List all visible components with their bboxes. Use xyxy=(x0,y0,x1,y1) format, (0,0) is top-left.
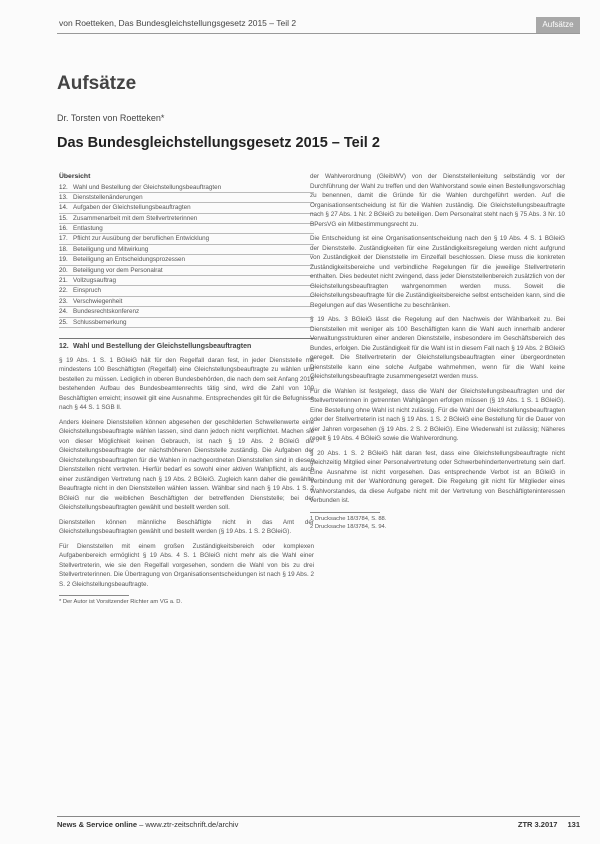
table-of-contents xyxy=(59,183,314,328)
body-paragraph: Dienststellen können männliche Beschäftigte nicht in das Amt der Gleichstellungsbeauftragten gewählt und bestellt werden (§ 19 Abs. 1 S. 2 BGleiG). xyxy=(59,518,314,536)
toc-item xyxy=(59,297,314,307)
toc-item-title: Zusammenarbeit mit dem Stellvertreterinnen xyxy=(73,214,198,222)
body-paragraph: § 19 Abs. 1 S. 1 BGleiG hält für den Regelfall daran fest, in jeder Dienststelle mit mindestens 100 Beschäftigten (Regelfall) eine Gleichstellungsbeauftragte zu wählen und bestellen zu müssen. Lediglich in oberen Bundesbehörden, die nach dem seit Anfang 2016 bestehenden Aufbau des Bundesbeamtenrechts tätig sind, wird die Zahl von 100 Beschäftigten erreicht; insoweit gilt eine Ausnahme. Entsprechendes gilt für die Befugnisse nach § 44 S. 1 SGB II. xyxy=(59,356,314,412)
toc-item xyxy=(59,245,314,255)
toc-item-title: Pflicht zur Ausübung der beruflichen Entwicklung xyxy=(73,235,210,243)
body-paragraph: § 20 Abs. 1 S. 2 BGleiG hält daran fest, dass eine Gleichstellungsbeauftragte nicht gleichzeitig Mitglied einer Personalvertretung oder Schwerbehindertenvertretung sein darf. Eine Ausnahme ist nicht vorgesehen. Das entsprechende Verbot ist an BGleiG in Verbindung mit der Wahlordnung geregelt. Die Regelung gilt nicht für Mitglieder eines Wahlvorstandes, da diese Aufgabe nicht mit der Vertretung von Beschäftigteninteressen verbunden ist. xyxy=(310,449,565,504)
toc-item-number: 12. xyxy=(59,183,68,191)
toc-item-title: Vollzugsauftrag xyxy=(73,277,117,285)
toc-item xyxy=(59,318,314,328)
toc-item-number: 20. xyxy=(59,266,68,274)
body-paragraph: Die Entscheidung ist eine Organisationsentscheidung nach den § 19 Abs. 4 S. 1 BGleiG der Dienststelle. Zuständigkeiten für eine Zuständigkeitsregelung werden nicht aufgrund von Zuständigkeit der Dienststelle im Einzelfall beschlossen. Diese muss die konkreten Zuständigkeitsbereiche und verbindliche Regelungen für die jeweilige Stellvertreterin enthalten. Dies bedeutet nicht zwingend, dass jeder Dienststellenbereich zusätzlich von der Gleichstellungsbeauftragten wahrgenommen werden muss. Soweit die Gleichstellungsbeauftragte für die Zuständigkeitsbereiche selbst entscheiden kann, sind die Regelungen auf das Wesentliche zu beschränken. xyxy=(310,235,565,309)
running-title: von Roetteken, Das Bundesgleichstellungsgesetz 2015 – Teil 2 xyxy=(59,18,297,28)
toc-item xyxy=(59,307,314,317)
section-tab: Aufsätze xyxy=(536,17,580,33)
footer-issue-page xyxy=(508,820,580,829)
right-column xyxy=(310,172,565,531)
body-paragraph: Für Dienststellen mit einem großen Zuständigkeitsbereich oder komplexen Aufgabenbereich ermöglicht § 19 Abs. 4 S. 1 BGleiG nicht mehr als die Wahl einer Stellvertreterin, wie sie den Regelfall vorgesehen, sondern die Wahl von bis zu drei Stellvertreterinnen. Die Übertragung von Organisationsentscheidungen ist nach § 19 Abs. 2 S. 2 Gleichstellungsbeauftragte. xyxy=(59,542,314,588)
toc-item-number: 25. xyxy=(59,318,68,326)
section-heading-text: Wahl und Bestellung der Gleichstellungsbeauftragten xyxy=(73,342,252,350)
footer-website xyxy=(57,820,238,829)
footer-url: – www.ztr-zeitschrift.de/archiv xyxy=(137,820,239,829)
toc-item-title: Dienststellenänderungen xyxy=(73,193,143,201)
toc-item-title: Beteiligung an Entscheidungsprozessen xyxy=(73,256,186,264)
toc-item-number: 18. xyxy=(59,245,68,253)
toc-item-number: 17. xyxy=(59,235,68,243)
toc-item xyxy=(59,203,314,213)
toc-item-number: 13. xyxy=(59,193,68,201)
footnote-divider xyxy=(310,512,380,513)
toc-item xyxy=(59,266,314,276)
body-paragraph: § 19 Abs. 3 BGleiG lässt die Regelung auf den Nachweis der Wählbarkeit zu. Bei Dienststellen mit weniger als 100 Beschäftigten kann die Wahl auch innerhalb anderer Verwaltungsstrukturen einer anderen Dienststelle, insbesondere im Geschäftsbereich des Bundes, erfolgen. Die Zuständigkeit für die Wahl ist in diesem Fall nach § 19 Abs. 2 BGleiG geregelt. Die Stellvertreterin der Gleichstellungsbeauftragten einer übergeordneten Dienststelle kann eine solche Aufgabe wahrnehmen, wenn für die Wahl keine Gleichstellungsbeauftragte zusammengesetzt werden muss. xyxy=(310,316,565,380)
toc-item-title: Aufgaben der Gleichstellungsbeauftragten xyxy=(73,204,191,212)
article-title: Das Bundesgleichstellungsgesetz 2015 – Teil 2 xyxy=(57,135,380,151)
toc-item xyxy=(59,234,314,244)
toc-item-number: 16. xyxy=(59,225,68,233)
footer-brand: News & Service online xyxy=(57,820,138,829)
toc-item xyxy=(59,183,314,193)
toc-item xyxy=(59,224,314,234)
body-paragraph: Anders kleinere Dienststellen können abgesehen der geschilderten Schwellenwerte eine Gleichstellungsbeauftragte wählen lassen, sind dann jedoch nicht verpflichtet. Machen sie von dieser Möglichkeit keinen Gebrauch, ist nach § 19 Abs. 2 BGleiG die Gleichstellungsbeauftragte der nächsthöheren Dienststelle zuständig. Die Aufgaben der Gleichstellungsbeauftragten für die Wahlen in nachgeordneten Dienststellen sind in diesen Dienststellen nicht vertreten. Hierfür bedarf es sowohl einer aktiven Wahlpflicht, als auch einer zuständigen Vertretung nach § 19 Abs. 2 BGleiG. Zugleich kann daher die gewählte Beauftragte nicht in den Dienststellen wählen lassen. Wählbar sind nach § 19 Abs. 1 S. 2 BGleiG nur die weiblichen Beschäftigten der betreffenden Dienststelle; bei der Gleichstellungsbeauftragten gewählt und bestellt werden soll. xyxy=(59,418,314,512)
toc-item-title: Beteiligung und Mitwirkung xyxy=(73,245,149,253)
toc-item-number: 22. xyxy=(59,287,68,295)
toc-item-title: Einspruch xyxy=(73,287,102,295)
toc-item-number: 24. xyxy=(59,308,68,316)
toc-item xyxy=(59,286,314,296)
toc-item-title: Beteiligung vor dem Personalrat xyxy=(73,266,163,274)
toc-item-title: Wahl und Bestellung der Gleichstellungsbeauftragten xyxy=(73,183,222,191)
issue-label: ZTR 3.2017 xyxy=(517,820,558,829)
left-column xyxy=(59,172,314,606)
toc-item-title: Schlussbemerkung xyxy=(73,318,127,326)
page-number: 131 xyxy=(567,820,580,829)
toc-item-number: 15. xyxy=(59,214,68,222)
page-footer xyxy=(57,816,580,832)
toc-item xyxy=(59,214,314,224)
toc-heading: Übersicht xyxy=(59,173,91,180)
running-header xyxy=(57,17,580,34)
toc-item xyxy=(59,255,314,265)
toc-item-number: 14. xyxy=(59,204,68,212)
toc-item-title: Bundesrechtskonferenz xyxy=(73,308,140,316)
footnote: 2 Drucksache 18/3784, S. 94. xyxy=(310,523,387,530)
section-title: Aufsätze xyxy=(57,73,137,94)
toc-item-number: 21. xyxy=(59,277,68,285)
toc-item xyxy=(59,193,314,203)
toc-item xyxy=(59,276,314,286)
body-paragraph: der Wahlverordnung (GleibWV) von der Dienststellenleitung selbständig vor der Durchführung der Wahl zu treffen und den Wahlvorstand sowie einen Bestellungsvorschlag zu benennen, damit die Gründe für die Wahlen durchgeführt werden. Auf die Organisationsentscheidung ist für die Wahlen zuständig. Die Gleichstellungsbeauftragte nach § 27 Abs. 1 Nr. 2 BGleiG zu beteiligen. Dem Personalrat steht nach § 75 Abs. 3 Nr. 10 BPersVG ein Mitbestimmungsrecht zu. xyxy=(310,173,565,228)
body-paragraph: Für die Wahlen ist festgelegt, dass die Wahl der Gleichstellungsbeauftragten und der Stellvertreterinnen in getrennten Wahlgängen erfolgen müssen (§ 19 Abs. 1 S. 1 BGleiG). Eine Bestellung ohne Wahl ist nicht zulässig. Für die Wahl der Gleichstellungsbeauftragten oder der Stellvertreterin ist nach § 19 Abs. 1 S. 2 BGleiG eine Bestellung für die Dauer von vier Jahren vorgesehen (§ 19 Abs. 2 S. 2 BGleiG). Eine Wiederwahl ist zulässig; Näheres regelt § 19 Abs. 4 BGleiG sowie die Wahlverordnung. xyxy=(310,387,565,442)
footnote: 1 Drucksache 18/3784, S. 88. xyxy=(310,515,387,522)
footnote: * Der Autor ist Vorsitzender Richter am VG a. D. xyxy=(59,599,183,606)
section-heading xyxy=(59,338,314,351)
author-line: Dr. Torsten von Roetteken* xyxy=(57,113,165,123)
toc-item-title: Entlastung xyxy=(73,225,103,233)
section-number: 12. xyxy=(59,342,69,350)
toc-item-number: 23. xyxy=(59,297,68,305)
footnote-divider xyxy=(59,595,129,596)
toc-item-number: 19. xyxy=(59,256,68,264)
toc-item-title: Verschwiegenheit xyxy=(73,297,123,305)
